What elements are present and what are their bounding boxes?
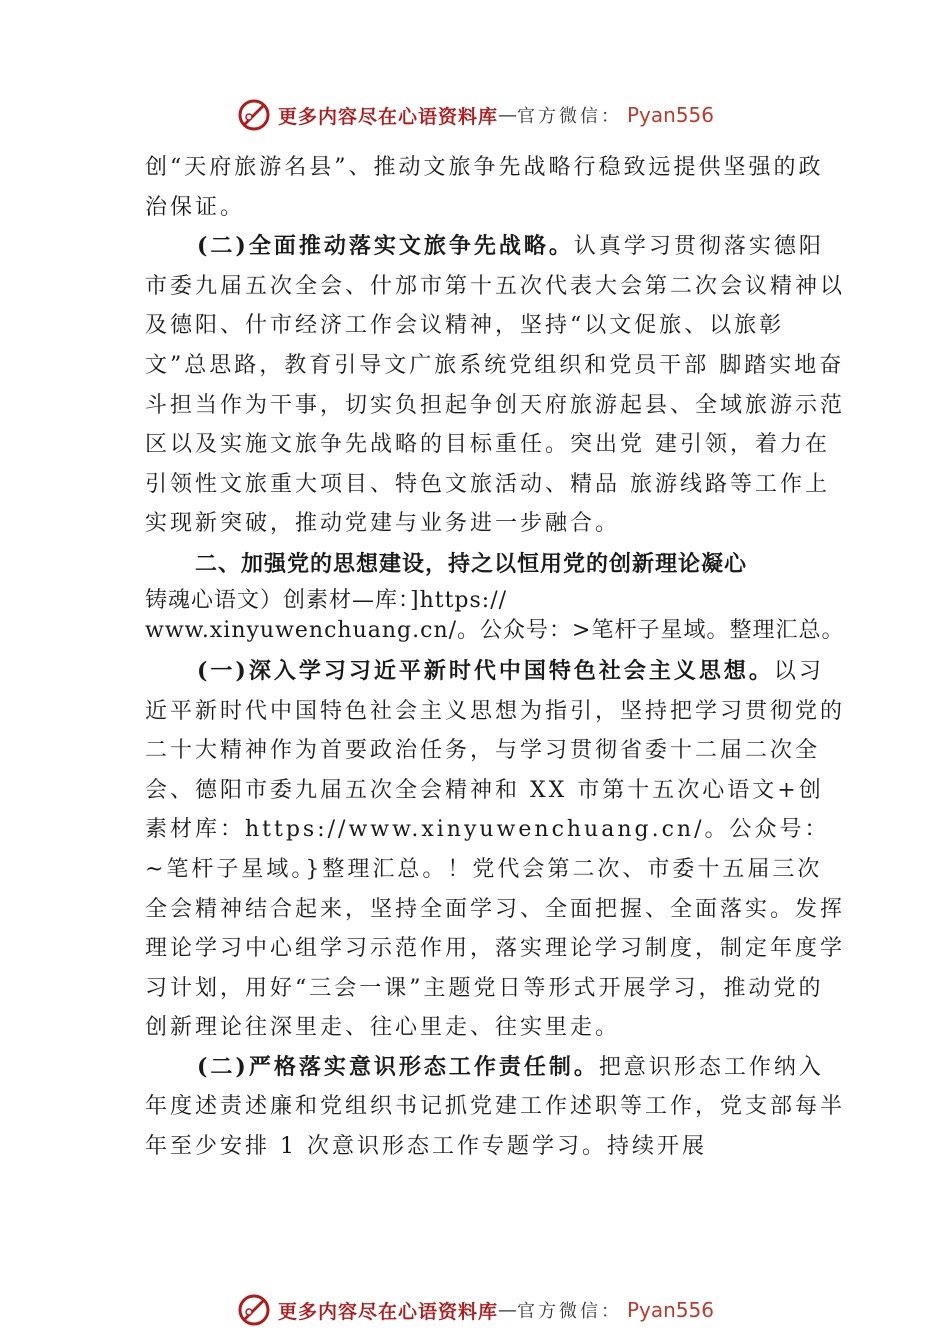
watermark-official-label: 官方微信 — [517, 106, 601, 127]
quill-seal-icon — [236, 1292, 272, 1328]
quill-seal-icon — [236, 97, 272, 133]
watermark-colon: ： — [601, 1301, 619, 1322]
mixed-watermark-line-2: www.xinyuwenchuang.cn/。公众号：>笔杆子星域。整理汇总。 — [145, 617, 845, 643]
subheading-2-1: (一)深入学习习近平新时代中国特色社会主义思想。 — [197, 657, 774, 684]
watermark-brand: 更多内容尽在心语资料库 — [277, 1300, 498, 1323]
subheading-1-2: (二)全面推动落实文旅争先战略。 — [197, 233, 574, 260]
paragraph-section-2-1 — [145, 652, 845, 1048]
paragraph-body-2-1: 以习近平新时代中国特色社会主义思想为指引，坚持把学习贯彻党的二十大精神作为首要政治任务，与学习贯彻省委十二届二次全会、德阳市委九届五次全会精神和 XX 市第十五次心语文+创素材库：https://www.xinyuwenchuang.cn/。公众号：~笔杆子星域。}整理汇总。！党代会第二次、市委十五届三次全会精神结合起来，坚持全面学习、全面把握、全面落实。发挥理论学习中心组学习示范作用，落实理论学习制度，制定年度学习计划，用好“三会一课”主题党日等形式开展学习，推动党的创新理论往深里走、往心里走、往实里走。 — [145, 658, 846, 1041]
watermark-account: Pyan556 — [627, 1298, 715, 1322]
paragraph-body-1-2: 认真学习贯彻落实德阳市委九届五次全会、什邡市第十五次代表大会第二次会议精神以及德阳、什市经济工作会议精神，坚持“以文促旅、以旅彰文”总思路，教育引导文广旅系统党组织和党员干部 脚踏实地奋斗担当作为干事，切实负担起争创天府旅游起县、全域旅游示范区以及实施文旅争先战略的目标重任。突出党 建引领，着力在引领性文旅重大项目、特色文旅活动、精品 旅游线路等工作上实现新突破，推动党建与业务进一步融合。 — [145, 234, 846, 537]
footer-watermark — [0, 1290, 950, 1330]
paragraph-section-2-2 — [145, 1048, 845, 1167]
mixed-watermark-line-1: 铸魂心语文）创素材—库：]https:// — [145, 587, 508, 613]
header-watermark — [0, 95, 950, 135]
watermark-official-label: 官方微信 — [517, 1301, 601, 1322]
section-heading-2: 二、加强党的思想建设，持之以恒用党的创新理论凝心 — [195, 551, 748, 577]
watermark-dash: — — [498, 1299, 517, 1321]
paragraph-body-2-2: 把意识形态工作纳入年度述责述廉和党组织书记抓党建工作述职等工作，党支部每半年至少安排 1 次意识形态工作专题学习。持续开展 — [145, 1054, 846, 1160]
paragraph-continuation: 创“天府旅游名县”、推动文旅争先战略行稳致远提供坚强的政治保证。 — [145, 155, 824, 220]
document-body — [145, 148, 845, 1167]
watermark-account: Pyan556 — [627, 103, 715, 127]
watermark-dash: — — [498, 104, 517, 126]
subheading-2-2: (二)严格落实意识形态工作责任制。 — [197, 1053, 599, 1080]
watermark-brand: 更多内容尽在心语资料库 — [277, 105, 498, 128]
watermark-colon: ： — [601, 106, 619, 127]
paragraph-section-1-2 — [145, 227, 845, 544]
